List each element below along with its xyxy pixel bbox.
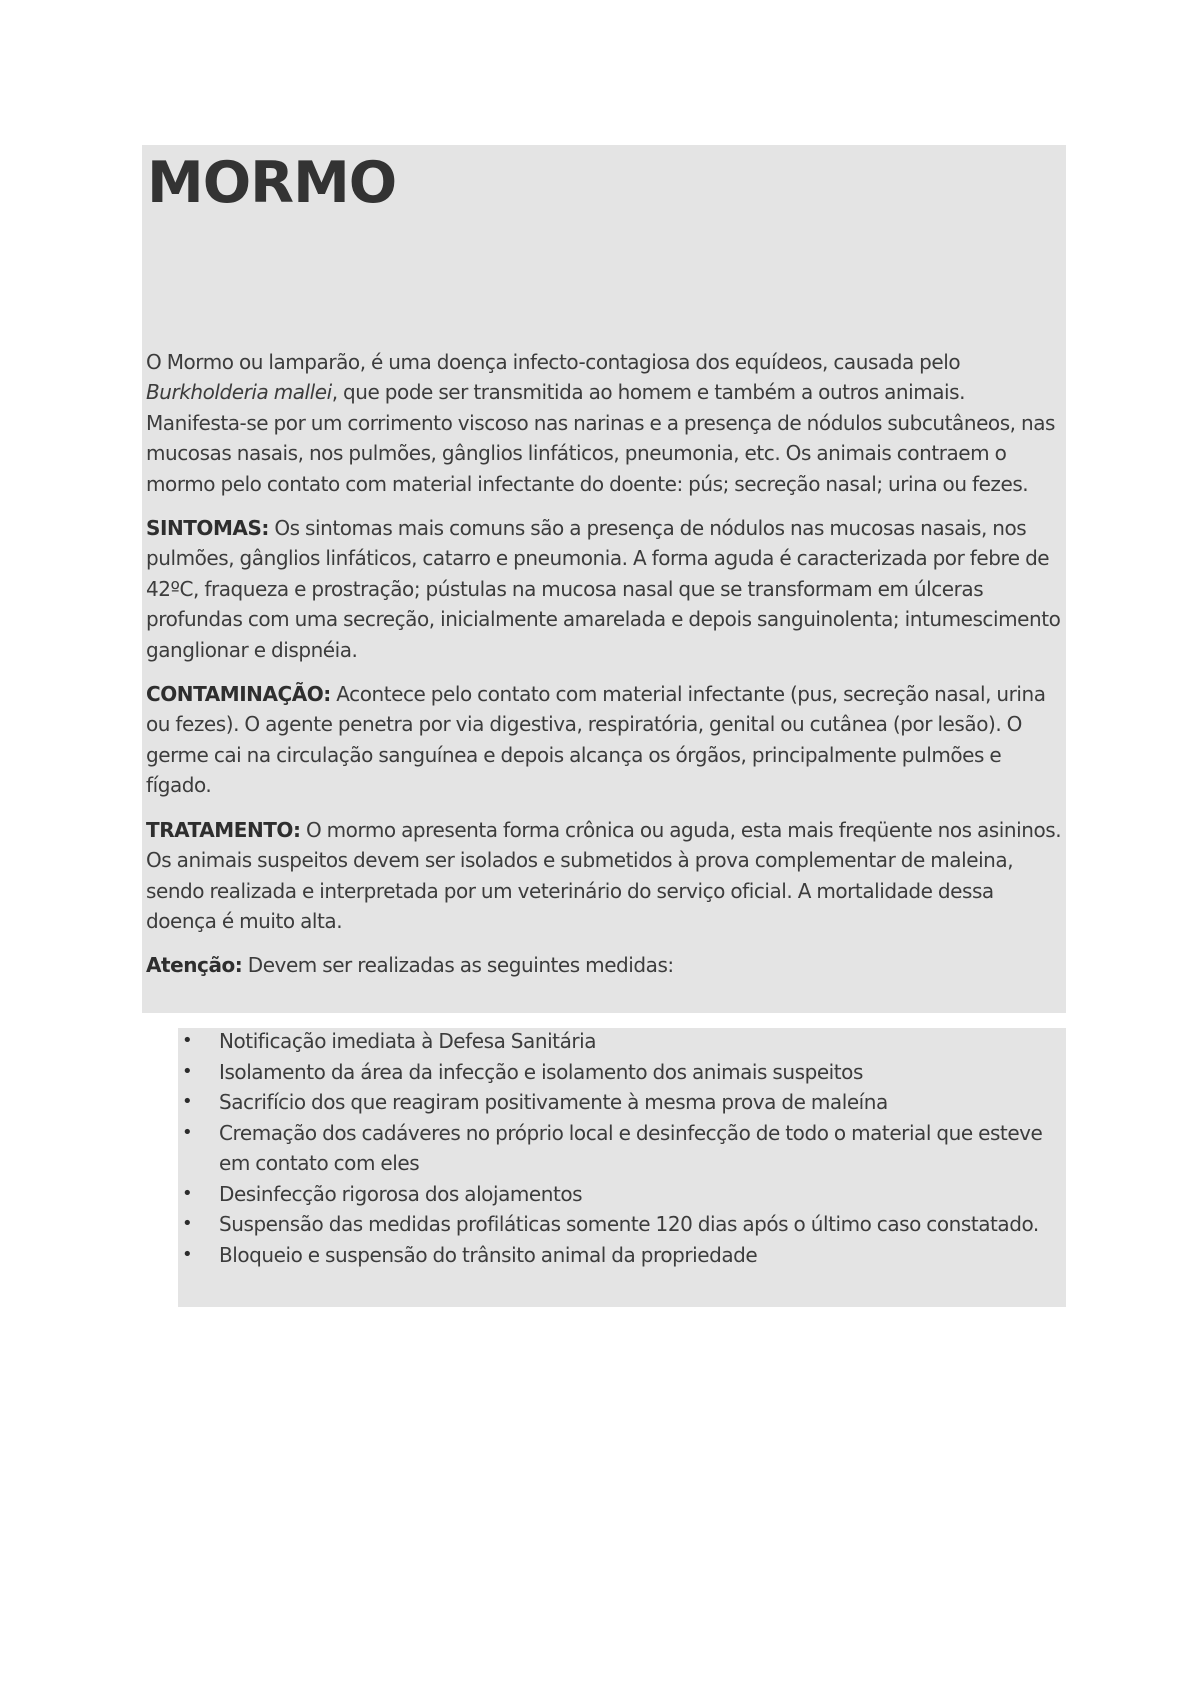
treatment-paragraph (146, 815, 1064, 937)
list-item-text: Desinfecção rigorosa dos alojamentos (219, 1181, 583, 1206)
bullet-icon: • (182, 1091, 193, 1112)
bullet-icon: • (182, 1121, 193, 1143)
intro-paragraph (146, 347, 1064, 499)
attention-text: Devem ser realizadas as seguintes medidas: (242, 953, 674, 978)
list-item (178, 1118, 1068, 1179)
species-name: Burkholderia mallei (146, 380, 332, 405)
bullet-icon: • (182, 1213, 193, 1234)
list-item-text: Bloqueio e suspensão do trânsito animal da propriedade (219, 1242, 758, 1267)
bullet-icon: • (182, 1243, 193, 1265)
intro-text-start: O Mormo ou lamparão, é uma doença infecto-contagiosa dos equídeos, causada pelo (146, 350, 961, 374)
list-item-text: Cremação dos cadáveres no próprio local e desinfecção de todo o material que esteve em contato com eles (219, 1120, 1043, 1175)
contamination-text: Acontece pelo contato com material infectante (pus, secreção nasal, urina ou fezes). O agente penetra por via digestiva, respiratória, genital ou cutânea (por lesão). O germe cai na circulação sanguínea e depois alcança os órgãos, principalmente pulmões e fígado. (146, 682, 1046, 798)
measures-list (178, 1026, 1068, 1270)
bullet-icon: • (182, 1030, 193, 1051)
list-item-text: Notificação imediata à Defesa Sanitária (219, 1029, 597, 1053)
list-item-text: Sacrifício dos que reagiram positivamente à mesma prova de maleína (219, 1090, 888, 1114)
document-title: MORMO (147, 150, 397, 216)
intro-text-end: , que pode ser transmitida ao homem e também a outros animais. Manifesta-se por um corrimento viscoso nas narinas e a presença de nódulos subcutâneos, nas mucosas nasais, nos pulmões, gânglios linfáticos, pneumonia, etc. Os animais contraem o mormo pelo contato com material infectante do doente: pús; secreção nasal; urina ou fezes. (146, 380, 1055, 496)
attention-paragraph (146, 950, 1064, 980)
document-body (146, 347, 1064, 981)
list-item (178, 1209, 1068, 1240)
symptoms-paragraph (146, 513, 1064, 665)
symptoms-label: SINTOMAS: (146, 516, 269, 541)
symptoms-text: Os sintomas mais comuns são a presença de nódulos nas mucosas nasais, nos pulmões, gânglios linfáticos, catarro e pneumonia. A forma aguda é caracterizada por febre de 42ºC, fraqueza e prostração; pústulas na mucosa nasal que se transformam em úlceras profundas com uma secreção, inicialmente amarelada e depois sanguinolenta; intumescimento ganglionar e dispnéia. (146, 516, 1061, 662)
list-item-text: Isolamento da área da infecção e isolamento dos animais suspeitos (219, 1059, 863, 1084)
list-item (178, 1026, 1068, 1057)
list-item (178, 1179, 1068, 1210)
list-item-text: Suspensão das medidas profiláticas somente 120 dias após o último caso constatado. (219, 1212, 1039, 1236)
contamination-label: CONTAMINAÇÃO: (146, 682, 331, 707)
list-item (178, 1240, 1068, 1271)
attention-label: Atenção: (146, 953, 243, 978)
list-item (178, 1057, 1068, 1088)
treatment-label: TRATAMENTO: (146, 817, 301, 842)
bullet-icon: • (182, 1182, 193, 1204)
bullet-icon: • (182, 1060, 193, 1082)
list-item (178, 1087, 1068, 1118)
treatment-text: O mormo apresenta forma crônica ou aguda, esta mais freqüente nos asininos. Os animais suspeitos devem ser isolados e submetidos à prova complementar de maleina, sendo realizada e interpretada por um veterinário do serviço oficial. A mortalidade dessa doença é muito alta. (146, 817, 1062, 933)
contamination-paragraph (146, 679, 1064, 801)
